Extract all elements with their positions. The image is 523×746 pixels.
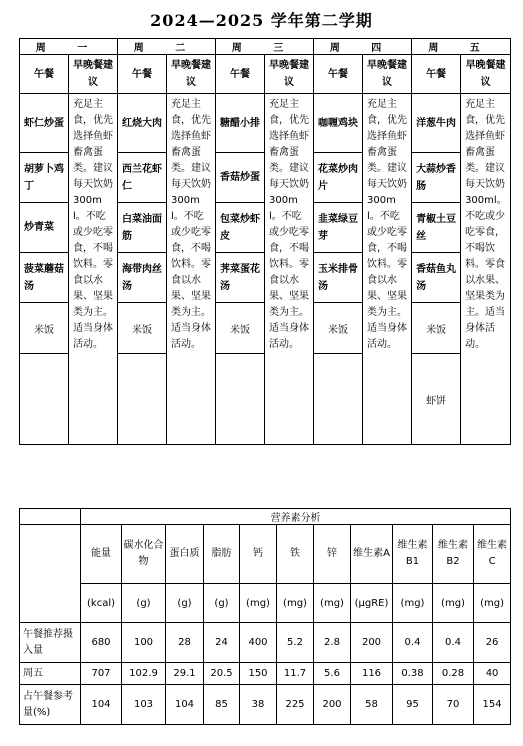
day-header-fri: 周 五 <box>412 39 511 55</box>
value-cell: 2.8 <box>314 623 351 663</box>
value-cell: 680 <box>81 623 122 663</box>
value-cell: 0.28 <box>433 663 474 685</box>
row-label: 午餐推荐摄入量 <box>20 623 81 663</box>
value-cell: 70 <box>433 685 474 725</box>
dish-wed-1: 糖醋小排 <box>216 94 265 153</box>
value-cell: 103 <box>122 685 166 725</box>
dish-tue-2: 西兰花虾仁 <box>118 153 167 203</box>
value-cell: 85 <box>204 685 240 725</box>
value-cell: 24 <box>204 623 240 663</box>
dish-wed-2: 香菇炒蛋 <box>216 153 265 203</box>
advice-tue: 充足主食，优先选择鱼虾畜禽蛋类。建议每天饮奶300ml。不吃或少吃零食，不喝饮料。零食以水果、坚果类为主。适当身体活动。 <box>167 94 216 445</box>
value-cell: 100 <box>122 623 166 663</box>
lunch-header: 午餐 <box>412 55 461 94</box>
dish-mon-2: 胡萝卜鸡丁 <box>20 153 69 203</box>
lunch-header: 午餐 <box>314 55 363 94</box>
value-cell: 95 <box>393 685 433 725</box>
advice-thu: 充足主食，优先选择鱼虾畜禽蛋类。建议每天饮奶300ml。不吃或少吃零食，不喝饮料。零食以水果、坚果类为主。适当身体活动。 <box>363 94 412 445</box>
nutrition-title: 营养素分析 <box>81 509 511 525</box>
value-cell: 200 <box>314 685 351 725</box>
empty-cell <box>118 354 167 445</box>
advice-header: 早晚餐建议 <box>265 55 314 94</box>
advice-header: 早晚餐建议 <box>363 55 412 94</box>
unit-cell: (μgRE) <box>351 584 393 623</box>
dish-wed-4: 荠菜蛋花汤 <box>216 253 265 303</box>
advice-wed: 充足主食，优先选择鱼虾畜禽蛋类。建议每天饮奶300ml。不吃或少吃零食，不喝饮料。零食以水果、坚果类为主。适当身体活动。 <box>265 94 314 445</box>
value-cell: 0.4 <box>393 623 433 663</box>
advice-header: 早晚餐建议 <box>167 55 216 94</box>
unit-cell: (mg) <box>393 584 433 623</box>
row-label: 占午餐参考量(%) <box>20 685 81 725</box>
rice-wed: 米饭 <box>216 303 265 354</box>
value-cell: 707 <box>81 663 122 685</box>
value-cell: 28 <box>166 623 204 663</box>
advice-fri: 充足主食，优先选择鱼虾畜禽蛋类。建议每天饮奶300ml。不吃或少吃零食，不喝饮料。零食以水果、坚果类为主。适当身体活动。 <box>461 94 511 445</box>
unit-cell: (g) <box>204 584 240 623</box>
nutrition-table <box>19 508 511 725</box>
header-energy: 能量 <box>81 525 122 584</box>
empty-cell <box>20 354 69 445</box>
unit-cell: (mg) <box>314 584 351 623</box>
value-cell: 26 <box>474 623 511 663</box>
rice-fri: 米饭 <box>412 303 461 354</box>
empty-cell <box>314 354 363 445</box>
header-calcium: 钙 <box>240 525 277 584</box>
header-vitamin-c: 维生素C <box>474 525 511 584</box>
value-cell: 0.4 <box>433 623 474 663</box>
header-vitamin-b1: 维生素B1 <box>393 525 433 584</box>
header-zinc: 锌 <box>314 525 351 584</box>
advice-mon: 充足主食，优先选择鱼虾畜禽蛋类。建议每天饮奶300ml。不吃或少吃零食，不喝饮料。零食以水果、坚果类为主。适当身体活动。 <box>69 94 118 445</box>
dish-mon-4: 菠菜蘑菇汤 <box>20 253 69 303</box>
dish-thu-1: 咖喱鸡块 <box>314 94 363 153</box>
unit-cell: (mg) <box>474 584 511 623</box>
menu-table <box>19 38 511 445</box>
unit-cell: (mg) <box>240 584 277 623</box>
value-cell: 5.6 <box>314 663 351 685</box>
empty-cell <box>216 354 265 445</box>
header-vitamin-a: 维生素A <box>351 525 393 584</box>
header-iron: 铁 <box>277 525 314 584</box>
dish-thu-2: 花菜炒肉片 <box>314 153 363 203</box>
header-carbs: 碳水化合物 <box>122 525 166 584</box>
value-cell: 154 <box>474 685 511 725</box>
rice-tue: 米饭 <box>118 303 167 354</box>
lunch-header: 午餐 <box>216 55 265 94</box>
dish-wed-3: 包菜炒虾皮 <box>216 203 265 253</box>
value-cell: 116 <box>351 663 393 685</box>
dish-thu-3: 韭菜绿豆芽 <box>314 203 363 253</box>
dish-fri-1: 洋葱牛肉 <box>412 94 461 153</box>
value-cell: 29.1 <box>166 663 204 685</box>
day-header-mon: 周 一 <box>20 39 118 55</box>
dish-fri-3: 青椒土豆丝 <box>412 203 461 253</box>
advice-header: 早晚餐建议 <box>69 55 118 94</box>
value-cell: 102.9 <box>122 663 166 685</box>
value-cell: 400 <box>240 623 277 663</box>
advice-header: 早晚餐建议 <box>461 55 511 94</box>
unit-cell: (mg) <box>433 584 474 623</box>
value-cell: 20.5 <box>204 663 240 685</box>
lunch-header: 午餐 <box>118 55 167 94</box>
value-cell: 104 <box>81 685 122 725</box>
value-cell: 0.38 <box>393 663 433 685</box>
value-cell: 104 <box>166 685 204 725</box>
value-cell: 225 <box>277 685 314 725</box>
header-vitamin-b2: 维生素B2 <box>433 525 474 584</box>
value-cell: 150 <box>240 663 277 685</box>
extra-dish-fri: 虾饼 <box>412 354 461 445</box>
rice-thu: 米饭 <box>314 303 363 354</box>
dish-mon-1: 虾仁炒蛋 <box>20 94 69 153</box>
value-cell: 5.2 <box>277 623 314 663</box>
dish-tue-1: 红烧大肉 <box>118 94 167 153</box>
nutrition-title-spacer <box>20 509 81 525</box>
dish-tue-3: 白菜油面筋 <box>118 203 167 253</box>
day-header-tue: 周 二 <box>118 39 216 55</box>
unit-cell: (kcal) <box>81 584 122 623</box>
value-cell: 38 <box>240 685 277 725</box>
unit-cell: (mg) <box>277 584 314 623</box>
day-header-wed: 周 三 <box>216 39 314 55</box>
dish-mon-3: 炒青菜 <box>20 203 69 253</box>
lunch-header: 午餐 <box>20 55 69 94</box>
value-cell: 40 <box>474 663 511 685</box>
value-cell: 11.7 <box>277 663 314 685</box>
dish-tue-4: 海带肉丝汤 <box>118 253 167 303</box>
page-title: 2024—2025 学年第二学期 <box>150 11 373 30</box>
unit-cell: (g) <box>122 584 166 623</box>
day-header-thu: 周 四 <box>314 39 412 55</box>
dish-thu-4: 玉米排骨汤 <box>314 253 363 303</box>
rice-mon: 米饭 <box>20 303 69 354</box>
header-fat: 脂肪 <box>204 525 240 584</box>
value-cell: 58 <box>351 685 393 725</box>
nutrition-corner <box>20 525 81 623</box>
header-protein: 蛋白质 <box>166 525 204 584</box>
dish-fri-2: 大蒜炒香肠 <box>412 153 461 203</box>
row-label: 周五 <box>20 663 81 685</box>
dish-fri-4: 香菇鱼丸汤 <box>412 253 461 303</box>
value-cell: 200 <box>351 623 393 663</box>
unit-cell: (g) <box>166 584 204 623</box>
